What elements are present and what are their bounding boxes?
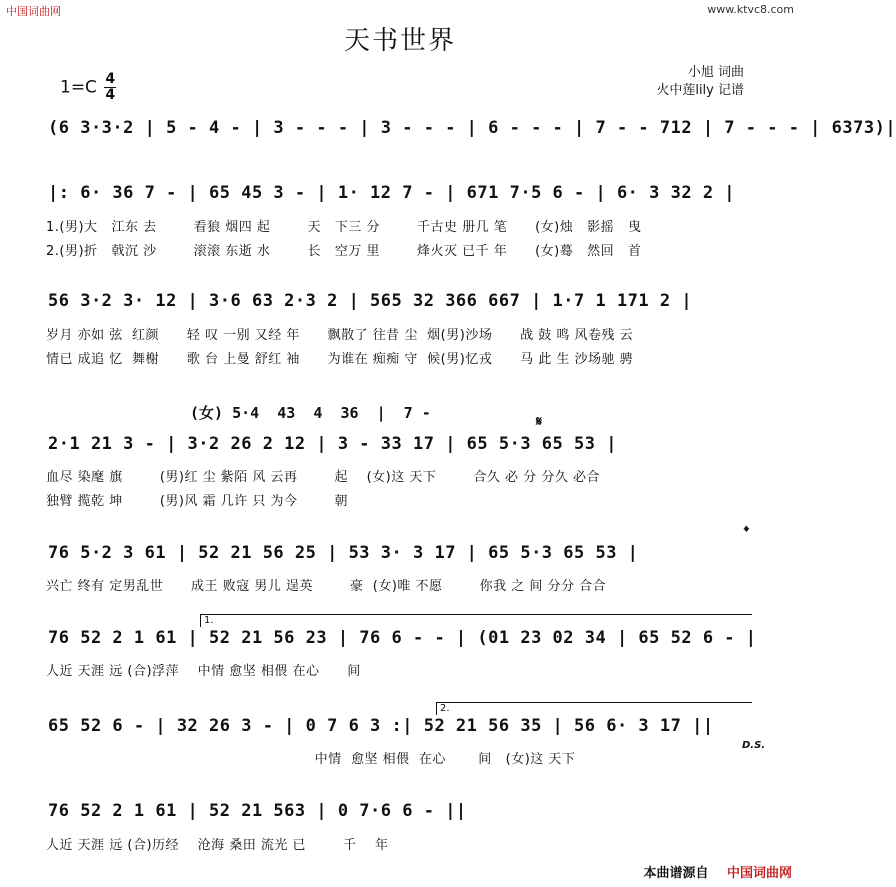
ds-marking: D.S. <box>742 740 766 751</box>
notation-line-6: 65 52 6 - | 32 26 3 - | 0 7 6 3 :| 52 21 56 35 | 56 6· 3 17 || <box>48 716 714 736</box>
lyric-line-7: 人近 天涯 远 (合)历经 沧海 桑田 流光 已 千 年 <box>46 838 389 853</box>
footer-site-link[interactable]: 中国词曲网 <box>726 866 792 881</box>
credit-composer: 小旭 词曲 <box>687 65 744 80</box>
lyric-line-1b: 2.(男)折 戟沉 沙 滚滚 东逝 水 长 空万 里 烽火灭 已千 年 (女)蓦 然回 首 <box>46 244 642 259</box>
time-signature-bottom: 4 <box>105 87 116 103</box>
alternate-phrase: (女) 5·4 43 4 36 | 7 - <box>190 404 431 422</box>
notation-line-4: 76 5·2 3 61 | 52 21 56 25 | 53 3· 3 17 | 65 5·3 65 53 | <box>48 543 639 563</box>
notation-line-2: 56 3·2 3· 12 | 3·6 63 2·3 2 | 565 32 366 667 | 1·7 1 171 2 | <box>48 291 693 311</box>
footer <box>643 862 792 881</box>
footer-source: 本曲谱源自 <box>643 866 709 881</box>
lyric-line-5: 人近 天涯 远 (合)浮萍 中情 愈坚 相偎 在心 间 <box>46 664 361 679</box>
key-label: 1=C <box>60 77 97 98</box>
lyric-line-1a: 1.(男)大 江东 去 看狼 烟四 起 天 下三 分 千古史 册几 笔 (女)烛 影摇 曳 <box>46 220 642 235</box>
segno-icon: 𝄋 <box>536 414 543 430</box>
watermark-right: www.ktvc8.com <box>707 3 794 16</box>
lyric-line-4: 兴亡 终有 定男乱世 成王 败寇 男儿 逞英 豪 (女)唯 不愿 你我 之 间 分分 合合 <box>46 579 607 594</box>
song-title: 天书世界 <box>343 26 456 56</box>
time-signature-top: 4 <box>105 71 116 87</box>
volta-first-ending: 1. <box>200 614 752 627</box>
notation-line-1: |: 6· 36 7 - | 65 45 3 - | 1· 12 7 - | 671 7·5 6 - | 6· 3 32 2 | <box>48 183 736 203</box>
lyric-line-3b: 独臂 揽乾 坤 (男)风 霜 几许 只 为今 朝 <box>46 494 349 509</box>
notation-line-intro: (6 3·3·2 | 5 - 4 - | 3 - - - | 3 - - - | 6 - - - | 7 - - 712 | 7 - - - | 6373)| <box>48 118 896 138</box>
lyric-line-2b: 情已 成追 忆 舞榭 歌 台 上曼 舒红 袖 为谁在 痴痴 守 候(男)忆戎 马 此 生 沙场驰 骋 <box>46 352 634 367</box>
lyric-line-3a: 血尽 染麾 旗 (男)红 尘 紫陌 风 云再 起 (女)这 天下 合久 必 分 分久 必合 <box>46 470 600 485</box>
lyric-line-2a: 岁月 亦如 弦 红颜 轻 叹 一别 又经 年 飘散了 往昔 尘 烟(男)沙场 战 鼓 鸣 风卷残 云 <box>46 328 634 343</box>
credit-transcriber: 火中莲lily 记谱 <box>656 83 744 98</box>
notation-line-7: 76 52 2 1 61 | 52 21 563 | 0 7·6 6 - || <box>48 801 467 821</box>
lyric-line-6: 中情 愈坚 相偎 在心 间 (女)这 天下 <box>46 752 576 767</box>
watermark-left: 中国词曲网 <box>6 5 61 18</box>
time-signature <box>104 72 116 103</box>
notation-line-5: 76 52 2 1 61 | 52 21 56 23 | 76 6 - - | (01 23 02 34 | 65 52 6 - | <box>48 628 757 648</box>
notation-line-3: 2·1 21 3 - | 3·2 26 2 12 | 3 - 33 17 | 65 5·3 65 53 | <box>48 434 617 454</box>
key-signature <box>60 72 116 103</box>
coda-icon: 𝄌 <box>744 524 749 540</box>
credits <box>656 64 744 100</box>
volta-second-ending: 2. <box>436 702 752 715</box>
